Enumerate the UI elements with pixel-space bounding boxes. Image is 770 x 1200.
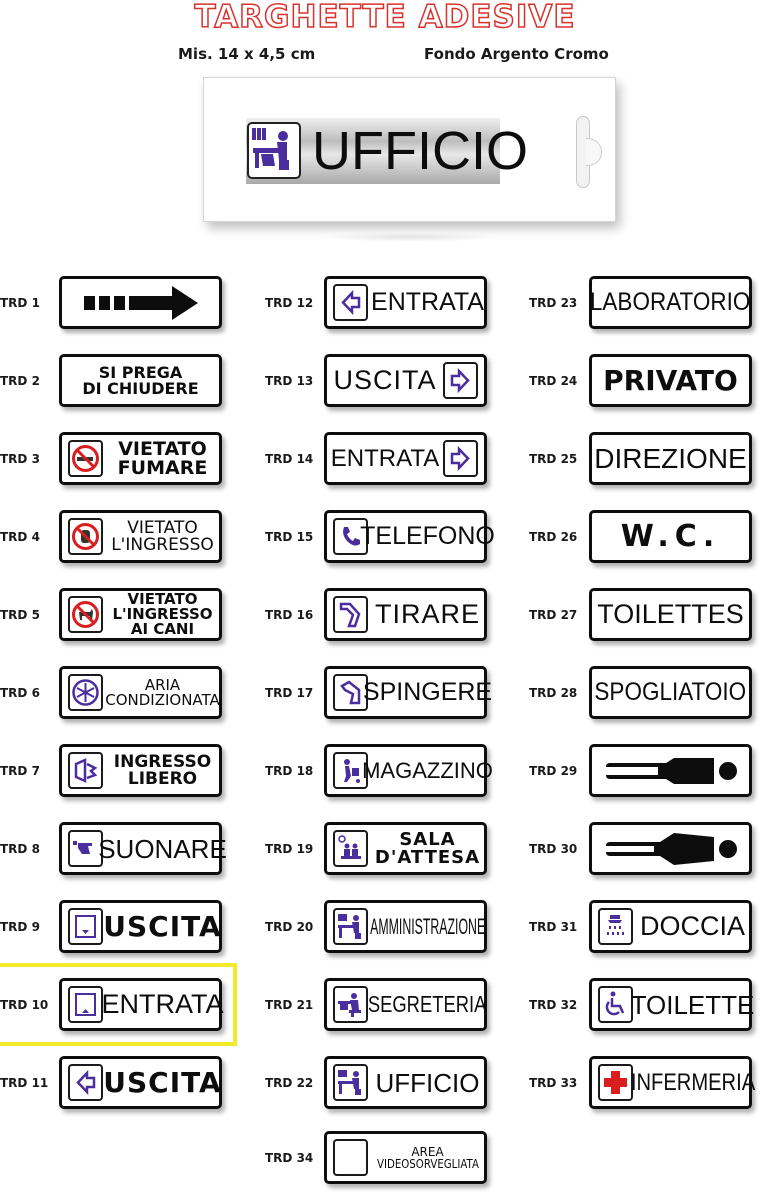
- sign-trd33[interactable]: [589, 1056, 755, 1109]
- sign-trd16[interactable]: [324, 588, 487, 641]
- sign-trd21-label: SEGRETERIA: [368, 991, 487, 1017]
- sign-trd12-label: ENTRATA: [371, 288, 484, 316]
- sign-trd20-label: AMMINISTRAZIONE: [370, 913, 485, 939]
- sign-trd7-line1: INGRESSO: [113, 751, 212, 772]
- code-trd29: TRD 29: [529, 764, 578, 778]
- no-smoking-icon: [68, 440, 103, 477]
- code-trd23: TRD 23: [529, 296, 578, 310]
- sign-trd24[interactable]: [589, 354, 752, 407]
- sign-trd22-label: UFFICIO: [375, 1067, 480, 1098]
- hero-sample-plate: [246, 118, 528, 184]
- sign-trd34-line2: VIDEOSORVEGLIATA: [376, 1156, 479, 1171]
- sign-trd31-label: DOCCIA: [639, 911, 745, 941]
- open-entrance-icon: [68, 752, 103, 789]
- sign-trd32-label: TOILETTE: [630, 989, 755, 1020]
- sign-trd6[interactable]: [59, 666, 222, 719]
- sign-trd17-label: SPINGERE: [362, 678, 493, 706]
- sign-trd25[interactable]: [589, 432, 752, 485]
- sign-trd1[interactable]: [59, 276, 222, 329]
- arrow-right-icon: [443, 440, 478, 477]
- sign-trd17[interactable]: [324, 666, 493, 719]
- wheelchair-icon: [598, 986, 633, 1023]
- office-desk-icon: [333, 908, 368, 945]
- size-spec: Mis. 14 x 4,5 cm: [178, 45, 316, 63]
- sign-trd12[interactable]: [324, 276, 487, 329]
- sign-trd29[interactable]: [589, 744, 752, 797]
- code-trd25: TRD 25: [529, 452, 578, 466]
- arrow-left-icon: [333, 284, 368, 321]
- finish-spec: Fondo Argento Cromo: [424, 45, 609, 63]
- sign-trd11[interactable]: [59, 1056, 222, 1109]
- code-trd26: TRD 26: [529, 530, 578, 544]
- sign-trd31[interactable]: [589, 900, 752, 953]
- sign-trd23-label: LABORATORIO: [590, 288, 751, 316]
- sign-trd20[interactable]: [324, 900, 487, 953]
- sign-trd2-line1: SI PREGA: [98, 362, 183, 382]
- sign-trd18-label: MAGAZZINO: [362, 757, 493, 783]
- code-trd4: TRD 4: [0, 530, 40, 544]
- code-trd5: TRD 5: [0, 608, 40, 622]
- sign-trd28-label: SPOGLIATOIO: [594, 678, 747, 706]
- red-cross-icon: [598, 1064, 633, 1101]
- code-trd24: TRD 24: [529, 374, 578, 388]
- hero-sample-card: [203, 77, 616, 222]
- sign-trd2-line2: DI CHIUDERE: [82, 378, 199, 398]
- camera-frame-icon: [333, 1139, 368, 1176]
- snowflake-icon: [68, 674, 103, 711]
- sign-trd22[interactable]: [324, 1056, 487, 1109]
- exit-down-icon: [68, 908, 103, 945]
- office-desk-icon: [247, 122, 301, 179]
- sign-trd14-label: ENTRATA: [330, 444, 440, 472]
- pull-icon: [333, 596, 368, 633]
- sign-trd23[interactable]: [589, 276, 752, 329]
- code-trd3: TRD 3: [0, 452, 40, 466]
- catalog-title: TARGHETTE ADESIVE: [194, 0, 576, 35]
- code-trd1: TRD 1: [0, 296, 40, 310]
- sign-trd4-line2: L'INGRESSO: [111, 534, 214, 555]
- sign-trd13-label: USCITA: [333, 365, 437, 395]
- sign-trd13[interactable]: [324, 354, 487, 407]
- sign-trd3[interactable]: [59, 432, 222, 485]
- sign-trd21[interactable]: [324, 978, 487, 1031]
- man-silhouette-icon: [606, 754, 740, 788]
- sign-trd33-label: INFERMERIA: [630, 1068, 755, 1096]
- sign-trd7-line2: LIBERO: [127, 768, 198, 789]
- sign-trd34-line1: AREA: [411, 1144, 444, 1159]
- sign-trd5-line1: VIETATO: [127, 590, 198, 608]
- sign-trd9-label: USCITA: [103, 909, 222, 943]
- sign-trd6-line1: ARIA: [144, 675, 181, 694]
- sign-trd19-line1: SALA: [399, 828, 456, 850]
- sign-trd15[interactable]: [324, 510, 495, 563]
- code-trd32: TRD 32: [529, 998, 578, 1012]
- code-trd6: TRD 6: [0, 686, 40, 700]
- sign-trd14[interactable]: [324, 432, 487, 485]
- code-trd33: TRD 33: [529, 1076, 578, 1090]
- code-trd10: TRD 10: [0, 998, 49, 1012]
- sign-trd28[interactable]: [589, 666, 752, 719]
- hanging-slot-notch: [586, 138, 602, 166]
- code-trd28: TRD 28: [529, 686, 578, 700]
- sign-trd9[interactable]: [59, 900, 222, 953]
- code-trd18: TRD 18: [265, 764, 314, 778]
- code-trd21: TRD 21: [265, 998, 314, 1012]
- code-trd30: TRD 30: [529, 842, 578, 856]
- code-trd19: TRD 19: [265, 842, 314, 856]
- sign-trd27[interactable]: [589, 588, 752, 641]
- sign-trd10-label: ENTRATA: [101, 989, 224, 1019]
- code-trd27: TRD 27: [529, 608, 578, 622]
- hero-sample-label: UFFICIO: [312, 121, 528, 181]
- no-entry-hand-icon: [68, 518, 103, 555]
- sign-trd19[interactable]: [324, 822, 487, 875]
- sign-trd24-label: PRIVATO: [603, 363, 738, 397]
- sign-trd26[interactable]: [589, 510, 752, 563]
- code-trd20: TRD 20: [265, 920, 314, 934]
- sign-trd32[interactable]: [589, 978, 755, 1031]
- code-trd34: TRD 34: [265, 1151, 314, 1165]
- woman-silhouette-icon: [606, 832, 740, 866]
- sign-trd5[interactable]: [59, 588, 222, 641]
- office-desk-icon: [333, 1064, 368, 1101]
- code-trd31: TRD 31: [529, 920, 578, 934]
- hero-shadow-reflection: [320, 232, 500, 242]
- code-trd13: TRD 13: [265, 374, 314, 388]
- sign-trd18[interactable]: [324, 744, 493, 797]
- sign-trd30[interactable]: [589, 822, 752, 875]
- sign-trd5-line2: L'INGRESSO: [112, 605, 213, 623]
- code-trd7: TRD 7: [0, 764, 40, 778]
- sign-trd6-line2: CONDIZIONATA: [105, 690, 220, 709]
- sign-trd8[interactable]: [59, 822, 227, 875]
- no-dogs-icon: [68, 596, 103, 633]
- sign-trd4-line1: VIETATO: [127, 517, 198, 538]
- code-trd22: TRD 22: [265, 1076, 314, 1090]
- arrow-right-icon: [443, 362, 478, 399]
- sign-trd11-label: USCITA: [103, 1065, 222, 1099]
- sign-trd25-label: DIREZIONE: [594, 442, 747, 474]
- sign-trd3-line2: FUMARE: [117, 456, 208, 479]
- sign-trd16-label: TIRARE: [374, 599, 480, 629]
- secretary-icon: [333, 986, 368, 1023]
- sign-trd27-label: TOILETTES: [597, 599, 744, 629]
- code-trd14: TRD 14: [265, 452, 314, 466]
- sign-trd10[interactable]: [59, 978, 222, 1031]
- sign-trd8-label: SUONARE: [98, 833, 227, 864]
- code-trd12: TRD 12: [265, 296, 314, 310]
- sign-trd26-label: W.C.: [620, 518, 721, 554]
- sign-trd34[interactable]: [324, 1131, 487, 1184]
- code-trd15: TRD 15: [265, 530, 314, 544]
- sign-trd3-line1: VIETATO: [118, 437, 207, 460]
- arrow-right-icon: [84, 285, 202, 321]
- code-trd11: TRD 11: [0, 1076, 49, 1090]
- sign-trd19-line2: D'ATTESA: [374, 846, 481, 868]
- entrance-up-icon: [68, 986, 103, 1023]
- code-trd16: TRD 16: [265, 608, 314, 622]
- sign-trd4[interactable]: [59, 510, 222, 563]
- shower-icon: [598, 908, 633, 945]
- code-trd8: TRD 8: [0, 842, 40, 856]
- sign-trd2[interactable]: [59, 354, 222, 407]
- arrow-left-icon: [68, 1064, 103, 1101]
- sign-trd5-line3: AI CANI: [130, 620, 195, 638]
- code-trd17: TRD 17: [265, 686, 314, 700]
- waiting-room-icon: [333, 830, 368, 867]
- code-trd2: TRD 2: [0, 374, 40, 388]
- sign-trd7[interactable]: [59, 744, 222, 797]
- sign-trd15-label: TELEFONO: [360, 522, 495, 550]
- code-trd9: TRD 9: [0, 920, 40, 934]
